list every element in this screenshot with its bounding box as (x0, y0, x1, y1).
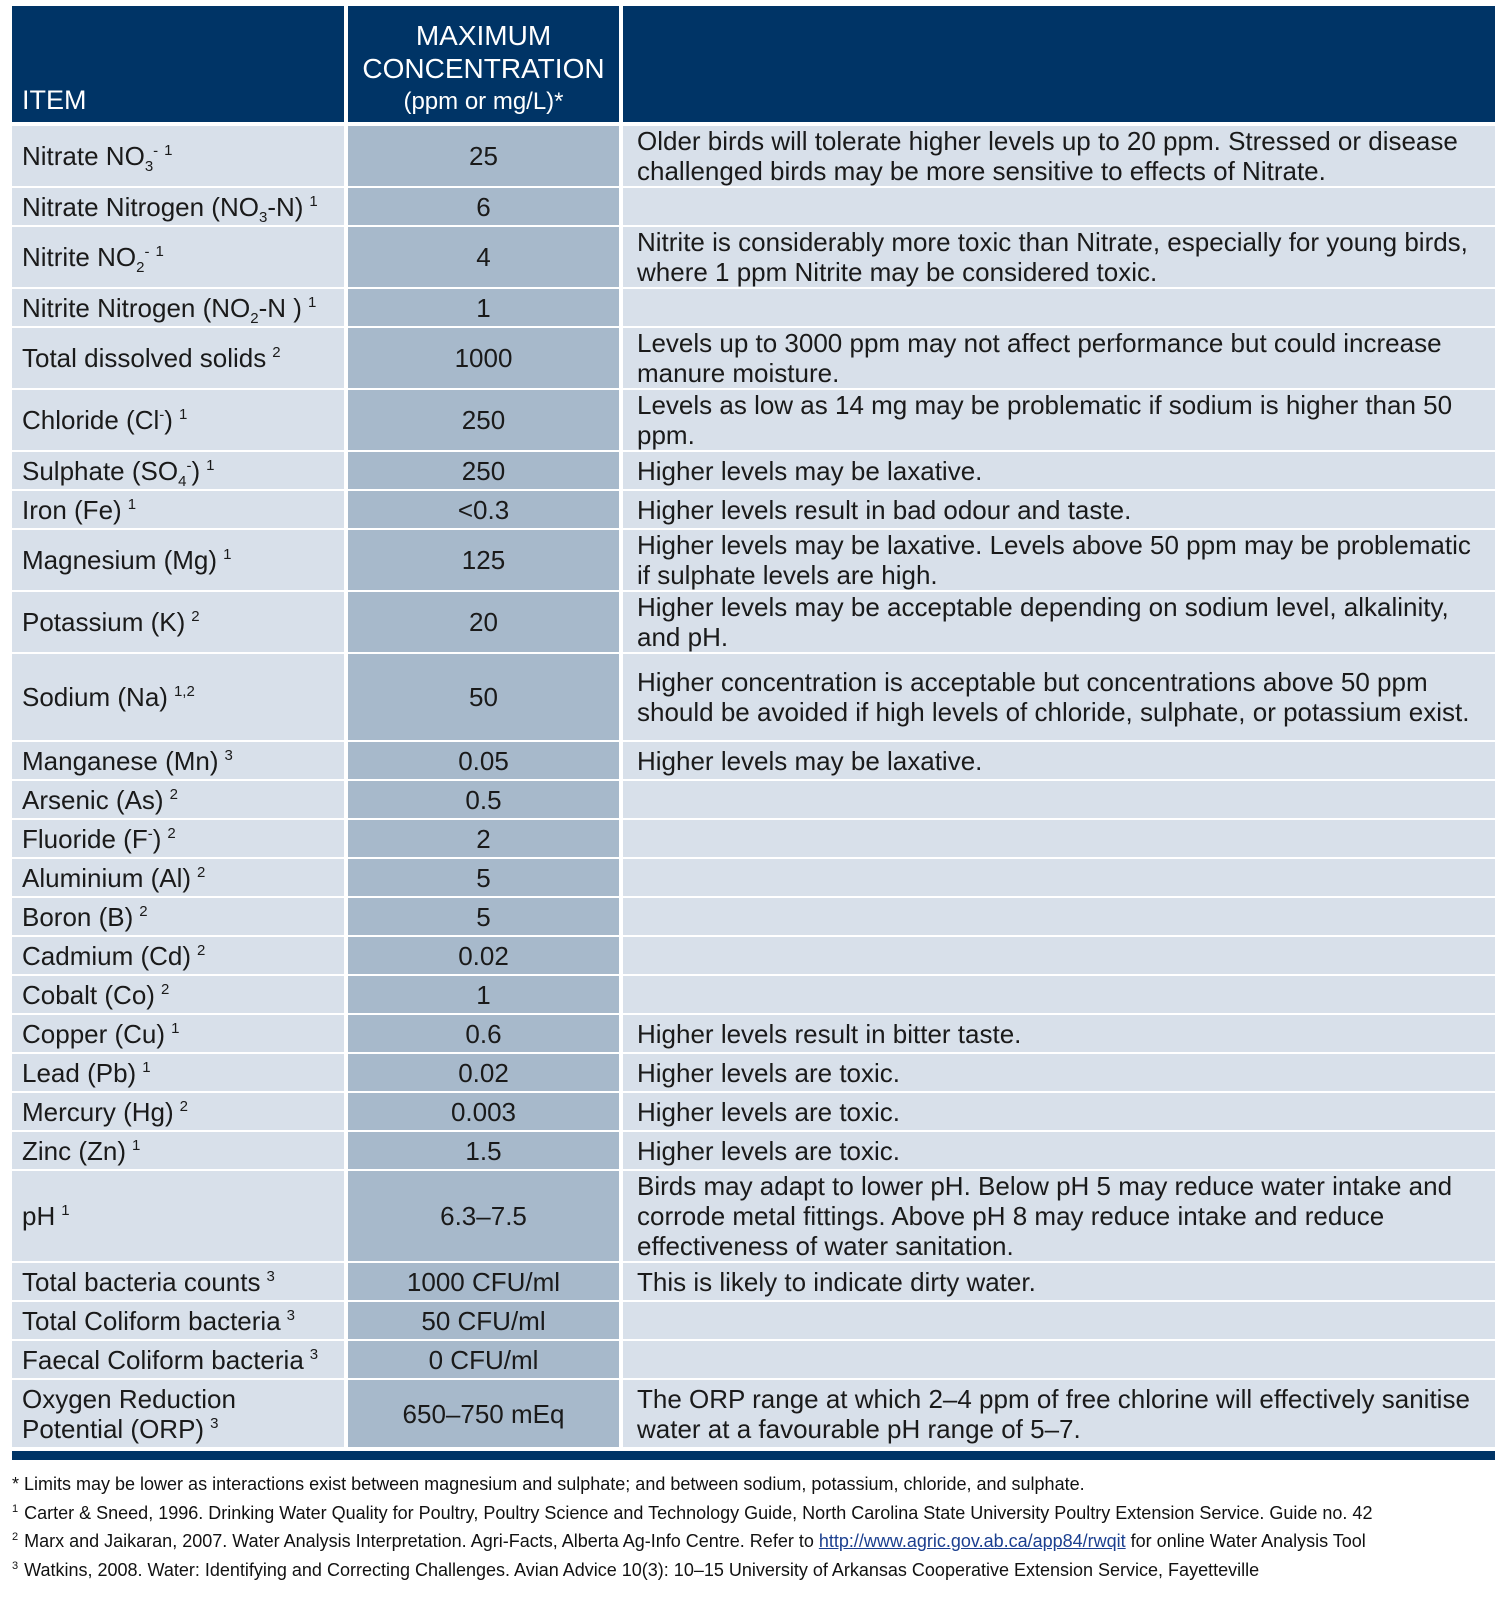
max-concentration-cell: 0.02 (348, 937, 623, 976)
table-row (12, 592, 1495, 654)
max-concentration-cell: 250 (348, 452, 623, 491)
note-cell (623, 781, 1495, 820)
item-cell (12, 1054, 348, 1093)
note-cell: Levels as low as 14 mg may be problematic if sodium is higher than 50 ppm. (623, 390, 1495, 452)
footnotes (12, 1470, 1495, 1584)
table-row (12, 1380, 1495, 1449)
max-concentration-cell: 250 (348, 390, 623, 452)
header-max-line2: CONCENTRATION (362, 53, 605, 84)
item-name: Total dissolved solids (22, 343, 267, 373)
note-cell: Higher levels result in bitter taste. (623, 1015, 1495, 1054)
item-name: Chloride (Cl (22, 405, 160, 435)
footnote-3-mark: 3 (12, 1559, 19, 1572)
item-charge: - (144, 243, 150, 261)
item-name-tail: -N) (267, 191, 304, 222)
water-analysis-link[interactable]: http://www.agric.gov.ab.ca/app84/rwqit (818, 1531, 1126, 1551)
note-cell: Levels up to 3000 ppm may not affect performance but could increase manure moisture. (623, 328, 1495, 390)
item-name: Nitrite NO (22, 242, 137, 272)
item-cell (12, 654, 348, 742)
item-cell (12, 328, 348, 390)
max-concentration-cell: 0.5 (348, 781, 623, 820)
table-row (12, 1302, 1495, 1341)
item-name: Copper (Cu) (22, 1018, 166, 1049)
table-row (12, 1132, 1495, 1171)
item-name: Arsenic (As) (22, 784, 164, 815)
footnote-3 (12, 1556, 1495, 1585)
max-concentration-cell: 5 (348, 859, 623, 898)
table-row (12, 937, 1495, 976)
item-reference: 2 (179, 1097, 189, 1115)
item-cell (12, 227, 348, 289)
note-cell: Higher levels result in bad odour and taste. (623, 491, 1495, 530)
max-concentration-cell: 0 CFU/ml (348, 1341, 623, 1380)
item-charge: - (153, 142, 159, 160)
max-concentration-cell: 25 (348, 126, 623, 188)
bottom-rule (12, 1451, 1495, 1460)
item-name: Sodium (Na) (22, 682, 168, 712)
item-reference: 1 (61, 1202, 70, 1220)
item-subscript: 2 (250, 309, 259, 327)
table-row (12, 820, 1495, 859)
max-concentration-cell: 650–750 mEq (348, 1380, 623, 1449)
item-subscript: 2 (136, 259, 145, 277)
max-concentration-cell: 0.003 (348, 1093, 623, 1132)
item-reference: 1 (307, 293, 317, 311)
item-cell (12, 1302, 348, 1341)
item-cell (12, 1263, 348, 1302)
item-cell (12, 1093, 348, 1132)
note-cell: Higher levels are toxic. (623, 1093, 1495, 1132)
note-cell: The ORP range at which 2–4 ppm of free chlorine will effectively sanitise water at a favourable pH range of 5–7. (623, 1380, 1495, 1449)
table-row (12, 491, 1495, 530)
item-reference: 1 (127, 495, 137, 513)
item-cell (12, 1132, 348, 1171)
item-cell (12, 452, 348, 491)
item-cell (12, 188, 348, 227)
item-cell (12, 1380, 348, 1449)
max-concentration-cell: 4 (348, 227, 623, 289)
note-cell: Higher levels may be laxative. (623, 452, 1495, 491)
table-row (12, 1341, 1495, 1380)
item-name: Sulphate (SO (22, 455, 179, 486)
max-concentration-cell: 1 (348, 289, 623, 328)
item-name: Zinc (Zn) (22, 1135, 126, 1166)
item-cell (12, 781, 348, 820)
note-cell: Higher levels may be acceptable depending on sodium level, alkalinity, and pH. (623, 592, 1495, 654)
table-row (12, 227, 1495, 289)
item-reference: 1 (171, 1019, 180, 1037)
item-reference: 1 (155, 243, 164, 261)
item-reference: 1,2 (173, 683, 195, 701)
footnote-1-text: Carter & Sneed, 1996. Drinking Water Quality for Poultry, Poultry Science and Technology Guide, North Carolina State University Poultry Extension Service. Guide no. 42 (24, 1502, 1373, 1523)
item-charge: - (147, 824, 153, 842)
item-reference: 2 (191, 608, 200, 626)
item-reference: 2 (169, 785, 178, 803)
item-charge: - (186, 456, 192, 474)
footnote-2-tail: for online Water Analysis Tool (1125, 1531, 1366, 1551)
item-reference: 1 (178, 406, 188, 424)
note-cell: Older birds will tolerate higher levels up to 20 ppm. Stressed or disease challenged birds may be more sensitive to effects of Nitrate. (623, 126, 1495, 188)
note-cell (623, 859, 1495, 898)
max-concentration-cell: 1000 (348, 328, 623, 390)
max-concentration-cell: 50 CFU/ml (348, 1302, 623, 1341)
table-row (12, 452, 1495, 491)
item-cell (12, 820, 348, 859)
item-cell (12, 937, 348, 976)
item-cell (12, 742, 348, 781)
item-name: Nitrate NO (22, 141, 145, 171)
note-cell (623, 1341, 1495, 1380)
item-name: Lead (Pb) (22, 1057, 137, 1088)
item-reference: 2 (139, 902, 148, 920)
item-reference: 1 (206, 456, 215, 474)
item-reference: 1 (309, 192, 318, 210)
table-row (12, 1171, 1495, 1263)
note-cell: Higher levels may be laxative. (623, 742, 1495, 781)
item-cell (12, 592, 348, 654)
table-row (12, 328, 1495, 390)
note-cell: Higher levels are toxic. (623, 1132, 1495, 1171)
max-concentration-cell: 125 (348, 530, 623, 592)
note-cell (623, 1302, 1495, 1341)
item-cell (12, 898, 348, 937)
footnote-2 (12, 1527, 1495, 1556)
note-cell: Nitrite is considerably more toxic than Nitrate, especially for young birds, where 1 ppm Nitrite may be considered toxic. (623, 227, 1495, 289)
note-cell (623, 289, 1495, 328)
max-concentration-cell: 1 (348, 976, 623, 1015)
item-name-tail: ) (164, 405, 173, 435)
footnote-3-text: Watkins, 2008. Water: Identifying and Correcting Challenges. Avian Advice 10(3): 10–15 University of Arkansas Cooperative Extension Service, Fayetteville (24, 1559, 1260, 1580)
item-name: Nitrate Nitrogen (NO (22, 191, 259, 222)
item-reference: 3 (266, 1267, 275, 1285)
item-reference: 3 (210, 1414, 219, 1432)
item-reference: 2 (272, 344, 281, 362)
table-row (12, 289, 1495, 328)
max-concentration-cell: 6.3–7.5 (348, 1171, 623, 1263)
item-reference: 2 (167, 824, 176, 842)
item-name: Fluoride (F (22, 823, 148, 854)
table-body (12, 126, 1495, 1449)
table-row (12, 126, 1495, 188)
item-reference: 2 (160, 980, 170, 998)
max-concentration-cell: 2 (348, 820, 623, 859)
item-reference: 3 (224, 746, 233, 764)
item-cell (12, 390, 348, 452)
header-notes (623, 6, 1495, 126)
header-row (12, 6, 1495, 126)
table-row (12, 1263, 1495, 1302)
item-subscript: 3 (144, 158, 154, 176)
item-cell (12, 859, 348, 898)
item-cell (12, 1171, 348, 1263)
note-cell (623, 820, 1495, 859)
max-concentration-cell: 20 (348, 592, 623, 654)
item-name: Magnesium (Mg) (22, 545, 218, 575)
item-name: Cobalt (Co) (22, 979, 155, 1010)
item-name-tail: -N ) (258, 292, 302, 323)
max-concentration-cell: 0.6 (348, 1015, 623, 1054)
item-name: Mercury (Hg) (22, 1096, 174, 1127)
table-row (12, 976, 1495, 1015)
footnote-2-mark: 2 (12, 1531, 19, 1543)
item-name: Total bacteria counts (22, 1266, 261, 1297)
item-cell (12, 976, 348, 1015)
footnote-2-text: Marx and Jaikaran, 2007. Water Analysis Interpretation. Agri-Facts, Alberta Ag-Info Centre. Refer to (24, 1531, 819, 1551)
max-concentration-cell: 50 (348, 654, 623, 742)
item-name: Boron (B) (22, 901, 134, 932)
item-reference: 3 (309, 1345, 319, 1363)
item-cell (12, 1015, 348, 1054)
max-concentration-cell: 1000 CFU/ml (348, 1263, 623, 1302)
max-concentration-cell: 0.05 (348, 742, 623, 781)
footnote-1-mark: 1 (12, 1502, 19, 1515)
item-name: pH (22, 1201, 56, 1231)
header-max-concentration (348, 6, 623, 126)
table-row (12, 859, 1495, 898)
table-row (12, 898, 1495, 937)
note-cell: Higher levels may be laxative. Levels above 50 ppm may be problematic if sulphate levels are high. (623, 530, 1495, 592)
note-cell: This is likely to indicate dirty water. (623, 1263, 1495, 1302)
item-reference: 1 (142, 1058, 151, 1076)
table-row (12, 1015, 1495, 1054)
item-name: Oxygen Reduction Potential (ORP) (22, 1383, 236, 1444)
item-name: Potassium (K) (22, 607, 186, 637)
table-row (12, 654, 1495, 742)
header-max-unit: (ppm or mg/L)* (403, 88, 564, 115)
item-subscript: 3 (258, 208, 268, 226)
water-quality-table (12, 6, 1495, 1449)
item-name: Total Coliform bacteria (22, 1305, 281, 1336)
header-item: ITEM (12, 6, 348, 126)
item-reference: 3 (286, 1306, 295, 1324)
table-row (12, 781, 1495, 820)
water-quality-sheet (12, 6, 1495, 1584)
item-cell (12, 1341, 348, 1380)
item-reference: 1 (164, 142, 173, 160)
note-cell: Higher concentration is acceptable but concentrations above 50 ppm should be avoided if high levels of chloride, sulphate, or potassium exist. (623, 654, 1495, 742)
item-reference: 1 (223, 546, 232, 564)
max-concentration-cell: <0.3 (348, 491, 623, 530)
item-cell (12, 530, 348, 592)
item-name: Aluminium (Al) (22, 862, 192, 893)
footnote-1 (12, 1499, 1495, 1528)
item-name: Cadmium (Cd) (22, 940, 192, 971)
max-concentration-cell: 5 (348, 898, 623, 937)
note-cell (623, 898, 1495, 937)
item-reference: 2 (197, 941, 206, 959)
note-cell (623, 188, 1495, 227)
item-name-tail: ) (191, 455, 201, 486)
note-cell (623, 937, 1495, 976)
item-reference: 2 (197, 863, 206, 881)
table-row (12, 530, 1495, 592)
max-concentration-cell: 6 (348, 188, 623, 227)
item-cell (12, 126, 348, 188)
max-concentration-cell: 1.5 (348, 1132, 623, 1171)
header-max-line1: MAXIMUM (415, 20, 552, 51)
table-row (12, 188, 1495, 227)
table-row (12, 742, 1495, 781)
table-row (12, 1093, 1495, 1132)
item-cell (12, 491, 348, 530)
note-cell: Birds may adapt to lower pH. Below pH 5 may reduce water intake and corrode metal fittings. Above pH 8 may reduce intake and reduce effectiveness of water sanitation. (623, 1171, 1495, 1263)
item-reference: 1 (132, 1136, 141, 1154)
item-name-tail: ) (152, 823, 162, 854)
note-cell: Higher levels are toxic. (623, 1054, 1495, 1093)
item-subscript: 4 (178, 472, 187, 490)
item-name: Manganese (Mn) (22, 745, 219, 776)
item-name: Iron (Fe) (22, 494, 122, 525)
item-name: Nitrite Nitrogen (NO (22, 292, 251, 323)
table-row (12, 1054, 1495, 1093)
item-name: Faecal Coliform bacteria (22, 1344, 304, 1375)
max-concentration-cell: 0.02 (348, 1054, 623, 1093)
item-cell (12, 289, 348, 328)
note-cell (623, 976, 1495, 1015)
table-row (12, 390, 1495, 452)
footnote-star: * Limits may be lower as interactions exist between magnesium and sulphate; and between sodium, potassium, chloride, and sulphate. (12, 1474, 1085, 1494)
item-charge: - (159, 406, 165, 424)
